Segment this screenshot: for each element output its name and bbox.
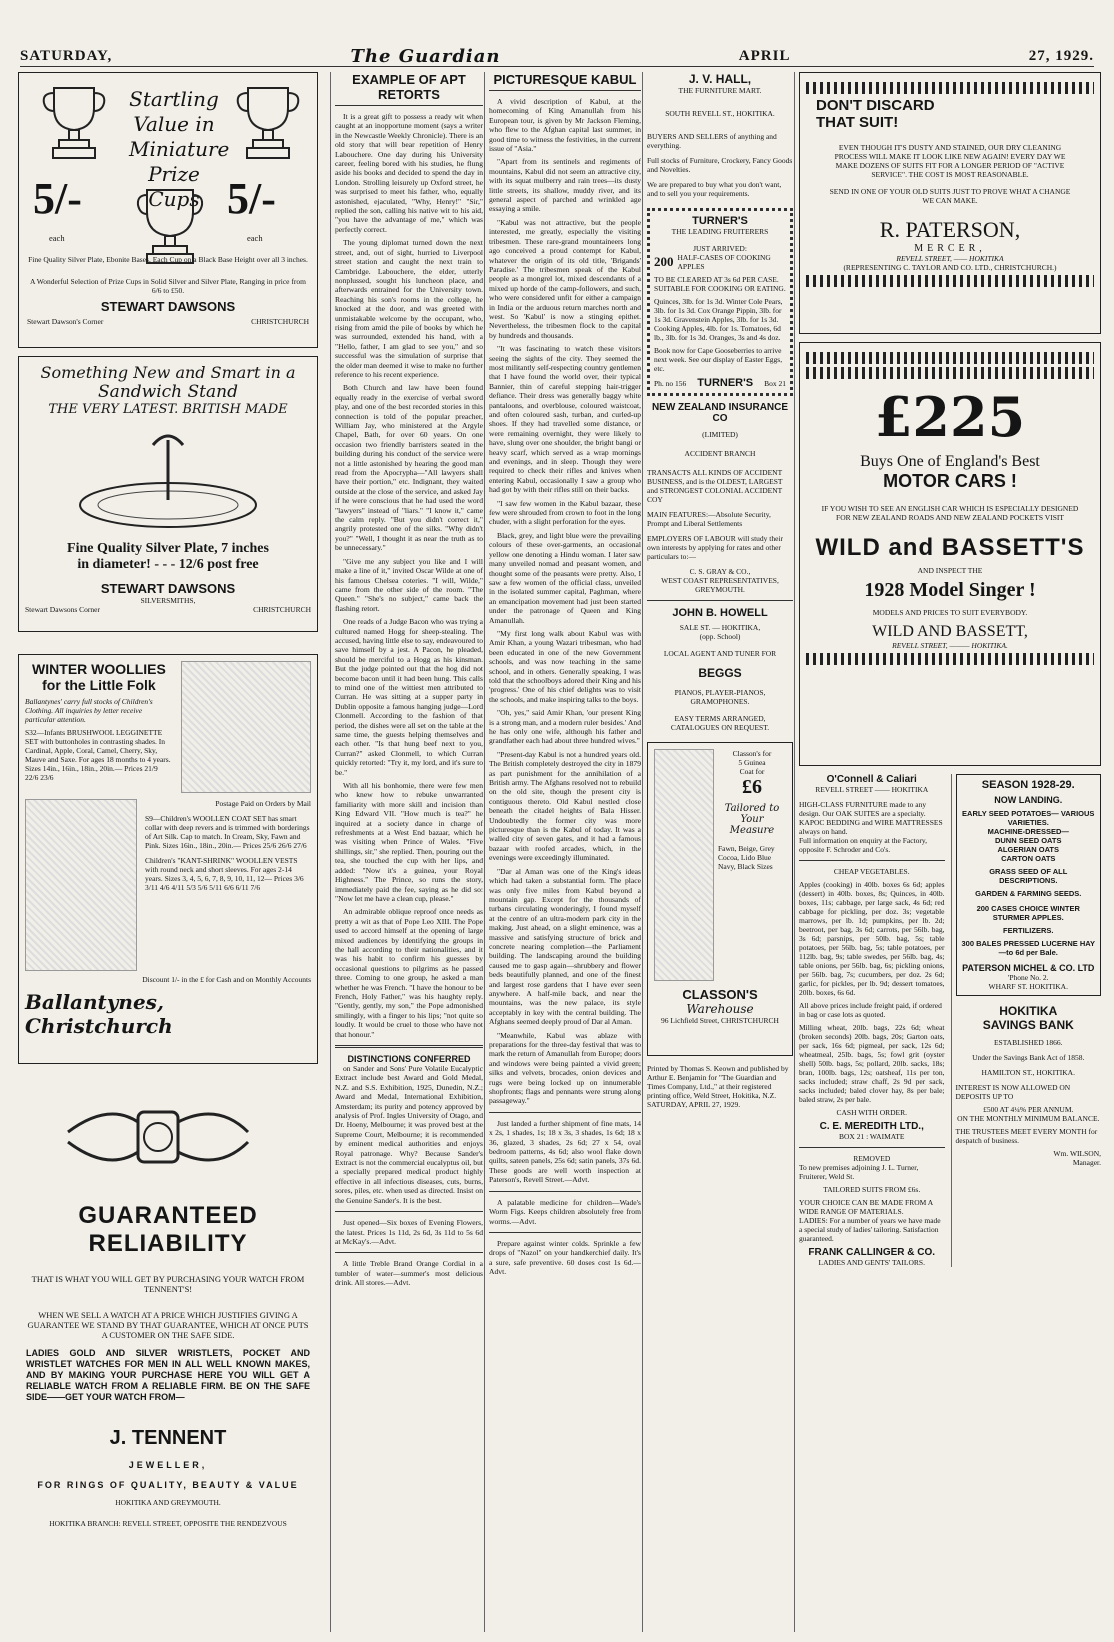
woollies-item-1: S32—Infants BRUSHWOOL LEGGINETTE SET with buttonholes in contrasting shades. In Cardinal, Apple, Coral, Camel, Cherry, Sky, Mauve and Saxe. For ages 18 months to 4 years. Sizes 14in., 16in., 18in., 20in.— Prices 21/9 22/6 23/6 bbox=[25, 728, 171, 782]
wild-p3: IF YOU WISH TO SEE AN ENGLISH CAR WHICH IS ESPECIALLY DESIGNED FOR NEW ZEALAND ROADS AND NEW ZEALAND POCKETS VISIT bbox=[821, 504, 1079, 522]
season-l3: DUNN SEED OATS bbox=[994, 836, 1062, 845]
oconnell-p3: Full information on enquiry at the Factory, opposite F. Schroder and Co's. bbox=[799, 836, 928, 854]
turners-p2: TO BE CLEARED AT 3s 6d PER CASE. SUITABLE FOR COOKING OR EATING. bbox=[654, 275, 786, 293]
insurance-town: GREYMOUTH. bbox=[695, 585, 745, 594]
classon-head-3: Coat for bbox=[739, 767, 765, 776]
classon-ad bbox=[647, 742, 793, 1056]
article-paragraph: "Meanwhile, Kabul was ablaze with preparations for the three-day festival that was to mark the return of Amanullah from Europe; doors and windows were being painted a vivid green; silks and velvets, brocades, onion devices and rugs were being locked up on innumerable shopfronts; flags and pennants were strung along passageway." bbox=[489, 1030, 641, 1106]
insurance-p2: MAIN FEATURES:—Absolute Security, Prompt and Liberal Settlements bbox=[647, 510, 771, 528]
article-paragraph: "My first long walk about Kabul was with Amir Khan, a young Wazari tribesman, who had been educated in one of the new Government schools, and was now teaching in the same school, and in others. Generally speaking, I was told that the schoolboys adored their King and his 'progress.' One of his chief delights was to visit the schools, and make inspiring talks to the boys. bbox=[489, 628, 641, 704]
article-paragraph: Both Church and law have been found equally ready in the exercise of verbal sword play, and one of the best recorded stories in this connection is told of the popular preacher, William Jay, who ministered at the Argyle Chapel, Bath, for over 60 years. On one occasion two friendly barristers seated in the building during his conduct of the service were not a little astonished by hearing the good man read from the Apocrypha—"All lawyers shall have their portion," etc. Indignant, they waited outside at the close of the service, and asked Jay if he were conscious that he had used the word "lawyers" instead of "liars." "I know it," came the calm reply. "But you didn't correct it," angrily protested one of the silks. "Why didn't you?" "Well, I thought it as near the truth as to be unnecessary." bbox=[335, 383, 483, 553]
masthead-title: The Guardian bbox=[350, 45, 501, 67]
paterson-p1: EVEN THOUGH IT'S DUSTY AND STAINED, OUR DRY CLEANING PROCESS WILL MAKE IT LOOK LIKE NEW AGAIN! EVERY DAY WE MAKE DOZENS OF SUITS FIT FOR A LONGER PERIOD OF "ACTIVE SERVICE". THE COST IS MOST REASONABLE. bbox=[834, 143, 1066, 179]
price-right: 5/- bbox=[227, 174, 276, 223]
tennent-p3: LADIES GOLD AND SILVER WRISTLETS, POCKET AND WRISTLET WATCHES FOR MEN IN ALL WELL KNOWN MAKES, AND BY MAKING YOUR PURCHASE HERE YOU WILL GET A RELIABLE WATCH FROM A RELIABLE FIRM. BE ON THE SAFE SIDE——GET YOUR WATCH FROM— bbox=[26, 1348, 310, 1402]
paterson-h2: THAT SUIT! bbox=[816, 114, 899, 131]
season-l4: ALGERIAN OATS bbox=[997, 845, 1060, 854]
sandwich-addr-right: CHRISTCHURCH bbox=[253, 605, 311, 614]
howell-addr: SALE ST. — HOKITIKA, bbox=[679, 623, 761, 632]
season-ad bbox=[956, 774, 1102, 996]
turners-items: Quinces, 3lb. for 1s 3d. Winter Cole Pears, 3lb. for 1s 3d. Cox Orange Pippin, 3lb. for 1s 3d. Gravenstein Apples, 3lb. for 1s 3d. Cooking Apples, 4lb. for 1s. Tomatoes, 6d lb., 3lb. for 1s 3d. Oranges, 3s and 4s doz. bbox=[654, 297, 783, 342]
hall-p1: BUYERS AND SELLERS of anything and everything. bbox=[647, 132, 777, 150]
howell-items: PIANOS, PLAYER-PIANOS, GRAMOPHONES. bbox=[674, 688, 766, 706]
season-l2: MACHINE-DRESSED— bbox=[987, 827, 1069, 836]
oconnell-p6: Milling wheat, 20lb. bags, 22s 6d; wheat (broken seconds) 20lb. bags, 20s; Garton oats, per sack, 16s 6d; pigmeal, per sack, 12s 6d; wheatmeal, 25lb. bags, 5s; fowl grit (oyster shell) 50lb. bags, 5s; pollard, 20lb. sacks, 18s; bran, 100lb. bags, 12s; oatsheaf, 11s per ton, sacks included; straw chaff, 2s 9d per sack, sacks included; baled clover hay, 8s per bale; baled straw, 2s per bale. bbox=[799, 1023, 945, 1104]
season-l1: EARLY SEED POTATOES— VARIOUS VARIETIES. bbox=[962, 809, 1095, 827]
classon-addr: 96 Lichfield Street, CHRISTCHURCH bbox=[661, 1016, 779, 1025]
howell-opp: (opp. School) bbox=[699, 632, 741, 641]
insurance-agent2: WEST COAST REPRESENTATIVES, bbox=[661, 576, 779, 585]
turners-p1b: HALF-CASES OF COOKING APPLES bbox=[677, 253, 771, 271]
season-phone: 'Phone No. 2. bbox=[1007, 973, 1049, 982]
classon-firm: CLASSON'S bbox=[682, 987, 758, 1002]
savings-bank-ad bbox=[956, 1004, 1102, 1167]
trophy-icon bbox=[39, 83, 109, 161]
woollies-head-1: WINTER WOOLLIES bbox=[32, 661, 166, 677]
price-left: 5/- bbox=[33, 174, 82, 223]
paterson-h1: DON'T DISCARD bbox=[816, 97, 935, 114]
howell-cat: CATALOGUES ON REQUEST. bbox=[670, 723, 770, 732]
turners-firm2: TURNER'S bbox=[697, 377, 754, 389]
tennent-p1: THAT IS WHAT YOU WILL GET BY PURCHASING YOUR WATCH FROM TENNENT'S! bbox=[31, 1274, 305, 1294]
turners-ad bbox=[647, 208, 793, 396]
wild-p1: Buys One of England's Best bbox=[860, 453, 1040, 470]
callinger-firm: FRANK CALLINGER & CO. bbox=[808, 1247, 936, 1258]
sandwich-line-5: in diameter! - - - 12/6 post free bbox=[77, 557, 259, 572]
article-paragraph: The young diplomat turned down the next street, and, out of sight, hurried to Liverpool street station and caught the next train to Cambridge. Labouchere, the elder, utterly nonplussed, sought his luncheon place, and afterwards entrained for the University town. Reaching his son's rooms in the college, he knocked at the door, and was greeted with unmistakable welcome by the occupant, who, rising from amid the pile of books by which he was surrounded, extended his hand, with a "Hello, father, I am glad to see you," and so successful was the simulation of surprise that the older man deemed it wise to make no further reference to his recent experience. bbox=[335, 238, 483, 379]
tennent-headline: GUARANTEED RELIABILITY bbox=[78, 1202, 258, 1257]
paterson-trade: MERCER, bbox=[914, 243, 986, 254]
season-l9: FERTILIZERS. bbox=[1003, 926, 1054, 935]
child-illustration bbox=[181, 661, 311, 793]
paterson-ad bbox=[799, 72, 1101, 334]
callinger-sub: LADIES AND GENTS' TAILORS. bbox=[818, 1258, 925, 1267]
advt-note: Prepare against winter colds. Sprinkle a few drops of "Nazol" on your handkerchief daily. It's a sure, safe preventive. 60 doses cost 1s 6d.—Advt. bbox=[489, 1238, 641, 1277]
woollies-firm: Ballantynes, Christchurch bbox=[25, 990, 173, 1038]
sandwich-line-2: Sandwich Stand bbox=[98, 382, 238, 402]
paterson-p2: SEND IN ONE OF YOUR OLD SUITS JUST TO PROVE WHAT A CHANGE WE CAN MAKE. bbox=[829, 187, 1071, 205]
each-left: each bbox=[49, 233, 65, 243]
howell-brand: BEGGS bbox=[698, 666, 742, 680]
award-head: DISTINCTIONS CONFERRED bbox=[347, 1054, 471, 1064]
wild-bassett-ad bbox=[799, 342, 1101, 766]
tennent-firm: J. TENNENT bbox=[109, 1427, 227, 1449]
woollies-intro: Ballantynes' carry full stocks of Children's Clothing. All inquiries by letter receive particular attention. bbox=[25, 697, 153, 724]
advt-note: Just opened—Six boxes of Evening Flowers, the latest. Prices 1s 11d, 2s 6d, 3s 11d to 5s 6d at McKay's.—Advt. bbox=[335, 1218, 483, 1246]
insurance-dept: ACCIDENT BRANCH bbox=[684, 449, 756, 458]
season-l8: 200 CASES CHOICE WINTER STURMER APPLES. bbox=[976, 904, 1080, 922]
bank-mgr: Manager. bbox=[1072, 1158, 1101, 1167]
wild-p4: AND INSPECT THE bbox=[917, 566, 983, 575]
car-price: £225 bbox=[874, 385, 1026, 449]
tennent-branch: HOKITIKA BRANCH: REVELL STREET, OPPOSITE THE RENDEZVOUS bbox=[49, 1519, 287, 1528]
wild-p2: MOTOR CARS ! bbox=[883, 471, 1017, 491]
advt-note: A little Treble Brand Orange Cordial in a tumbler of water—summer's most delicious drink. All stores.—Advt. bbox=[335, 1259, 483, 1288]
insurance-p3: EMPLOYERS OF LABOUR will study their own interests by applying for rates and other particulars to:— bbox=[647, 534, 784, 561]
howell-terms: EASY TERMS ARRANGED, bbox=[674, 714, 766, 723]
hall-firm: J. V. HALL, bbox=[688, 72, 752, 86]
prize-headline-3: Miniature bbox=[129, 137, 230, 161]
oconnell-p10: YOUR CHOICE CAN BE MADE FROM A WIDE RANGE OF MATERIALS. bbox=[799, 1198, 933, 1216]
sandwich-addr-left: Stewart Dawsons Corner bbox=[25, 605, 100, 614]
prize-headline-1: Startling bbox=[129, 87, 219, 111]
bank-act: Under the Savings Bank Act of 1858. bbox=[972, 1053, 1085, 1062]
hall-addr: SOUTH REVELL ST., HOKITIKA. bbox=[665, 109, 775, 118]
classon-price: £6 bbox=[742, 776, 762, 798]
prize-headline-4: Prize Cups bbox=[148, 162, 200, 211]
bank-p1: INTEREST IS NOW ALLOWED ON DEPOSITS UP TO bbox=[955, 1083, 1071, 1101]
sandwich-firm: STEWART DAWSONS bbox=[100, 581, 236, 596]
classon-head-2: 5 Guinea bbox=[738, 758, 766, 767]
wild-model: 1928 Model Singer ! bbox=[864, 579, 1036, 601]
prize-addr-right: CHRISTCHURCH bbox=[251, 317, 309, 326]
article-paragraph: "I saw few women in the Kabul bazaar, these few were shrouded from crown to foot in the long chuder, with a slight perforation for the eyes. bbox=[489, 498, 641, 527]
bank-addr: HAMILTON ST., HOKITIKA. bbox=[981, 1068, 1075, 1077]
season-l5: CARTON OATS bbox=[1001, 854, 1056, 863]
column-2 bbox=[330, 72, 483, 1632]
paterson-firm: R. PATERSON, bbox=[879, 217, 1021, 242]
prize-desc-2: A Wonderful Selection of Prize Cups in Solid Silver and Silver Plate, Ranging in price from 6/6 to £50. bbox=[30, 277, 306, 295]
advt-note: Just landed a further shipment of fine mats, 14 x 2s, 1 shades, 1s; 18 x 3s, 3 shades, 1s 6d; 18 x 36, glazed, 3 shades, 2s 6d; 27 x 54, oval bedroom patterns, 4s 6d; also wool flake down quilts, sateen panels, 25s 6d; satin panels, 37s 6d. These goods are well worth inspection at Paterson's, Revell Street.—Advt. bbox=[489, 1118, 641, 1185]
column-1 bbox=[18, 72, 318, 1632]
insurance-firm: NEW ZEALAND INSURANCE CO bbox=[651, 402, 789, 424]
article-paragraph: It is a great gift to possess a ready wit when caught at an inopportune moment (says a writer in the Newcastle Weekly Chronicle). There is an old story that will bear repetition of Henry Labouchere. One day during his University career, feeling bored with his studies, he flung aside his books and decided to spend the day in London. Strolling leisurely up Oxford street, he was surprised to meet his father, who, equally astonished, ejaculated, "Why, Henry!" "Sir," replied the son, calling his native wit to his aid, "you have the advantage of me," which was perfectly correct. bbox=[335, 112, 483, 234]
paterson-addr: REVELL STREET, —— HOKITIKA bbox=[896, 254, 1004, 263]
article-paragraph: "Kabul was not attractive, but the people interested, me greatly, especially the visiting tribesmen. These rare-grand mountaineers long ago conceived a proud contempt for Kabul, whatever the origin of its old title, 'Brigands' Paradise.' The tribesmen speak of the Kabul people as a mongrel lot, mixed descendants of a mixed up horde of the camp-followers, and such, who were considered unfit for either a campaign in India or the arduous return marches north and west. So 'Kabul' is now a stinging epithet. Nevertheless, the tribesmen flock to the capital by hundreds and thousands. bbox=[489, 217, 641, 340]
oconnell-addr: REVELL STREET —— HOKITIKA bbox=[815, 785, 929, 794]
wild-firm2: WILD AND BASSETT, bbox=[872, 623, 1028, 640]
woollies-item-2: S9—Children's WOOLLEN COAT SET has smart collar with deep revers and is trimmed with borderings of Art Silk. Cap to match. In Cream, Sky, Fawn and Pink. Sizes 16in., 18in., 20in.— Prices 25/6 26/6 27/6 bbox=[145, 814, 310, 850]
classon-fabric: Fawn, Beige, Grey Cocoa, Lido Blue Navy, Black Sizes bbox=[718, 844, 775, 871]
oconnell-p9: TAILORED SUITS FROM £6s. bbox=[823, 1185, 921, 1194]
season-head: SEASON 1928-29. bbox=[981, 779, 1075, 791]
insurance-p1: TRANSACTS ALL KINDS OF ACCIDENT BUSINESS, and is the OLDEST, LARGEST and STRONGEST COLONIAL ACCIDENT COY bbox=[647, 468, 783, 504]
oconnell-p11: LADIES: For a number of years we have made a special study of ladies' tailoring. Satisfaction guaranteed. bbox=[799, 1216, 941, 1243]
season-bank-ads bbox=[951, 774, 1102, 1267]
tennent-trade: JEWELLER, bbox=[128, 1460, 208, 1470]
article-paragraph: "It was fascinating to watch these visitors seeing the sights of the city. They seemed the most militantly self-respecting country gentlemen that I have found the world over, their typical Bannier, thin of careful stepping hair-trigger defiance. Their dress was generally baggy white pantaloons, and overblouse, coloured waistcoat, and often coloured sash, turban, and curled-up shoes. If they had travelled some distance, or were remaining overnight, they were likely to have, slung over one shoulder, the bright bangi or heavy scarf, which served as a wrap mornings and evenings, and in sleep. Though they were required to check their rifles and knives when entering Kabul, occasionally I saw a group who had got by with their rifles still on their backs. bbox=[489, 344, 641, 495]
bank-est: ESTABLISHED 1866. bbox=[993, 1038, 1063, 1047]
howell-ad bbox=[647, 607, 793, 732]
season-l6: GRASS SEED OF ALL DESCRIPTIONS. bbox=[989, 867, 1068, 885]
tennent-watch-ad bbox=[18, 1072, 318, 1632]
cheap-veg: CHEAP VEGETABLES. bbox=[833, 867, 910, 876]
sandwich-line-3: THE VERY LATEST. BRITISH MADE bbox=[48, 402, 288, 417]
turners-p3: Book now for Cape Gooseberries to arrive next week. See our display of Easter Eggs, etc. bbox=[654, 346, 783, 373]
turners-phone: Ph. no 156 bbox=[654, 378, 687, 388]
article-paragraph: "Present-day Kabul is not a hundred years old. The British completely destroyed the city in 1879 as part punishment for the annihilation of a British army. The Afghans resolved not to rebuild on the old site, though the present city is contiguous thereto. Old Kabul nestled close beneath the citadel heights of Bala Hisser. Undoubtedly the former city was more picturesque than is the Kabul of today. It was a walled city of seven gates, and it had a famous bazaar with roofed arcades, which, in the evenings were exceedingly illuminated. bbox=[489, 749, 641, 863]
woollies-item-3: Children's "KANT-SHRINK" WOOLLEN VESTS with round neck and short sleeves. For ages 2-14 years. Sizes 3, 4, 5, 6, 7, 8, 9, 10, 11, 12— Prices 3/6 3/11 4/6 4/11 5/3 5/6 5/11 6/6 6/11 7/6 bbox=[145, 856, 304, 892]
tennent-line: FOR RINGS OF QUALITY, BEAUTY & VALUE bbox=[37, 1480, 299, 1490]
trophy-icon bbox=[135, 185, 205, 265]
prize-cups-ad bbox=[18, 72, 318, 348]
award-text: on Sander and Sons' Pure Volatile Eucalyptic Extract include best Award and Gold Medal, N.Z. and S.S. Exhibition, 1925, Dunedin, N.Z.; Award and Medal, International Exhibition, Amsterdam; its purity and potency approved by analysis of Prof. Ingles University of Otago, and Dr. Hoeny, Melbourne; it was proved best at the Supreme Court, Melbourne; it is recommended by eminent medical authorities and enjoys Royal patronage. Why? Because Sander's Extract is not the commercial eucalyptus oil, but a specially prepared medical product highly effective in all infectious diseases, cuts, burns, sores, piles, etc. when used as directed. Insist on the Genuine Sander's. It is the best. bbox=[335, 1064, 483, 1205]
woollies-head-2: for the Little Folk bbox=[42, 677, 156, 693]
hall-sub: THE FURNITURE MART. bbox=[678, 86, 762, 95]
prize-headline-2: Value in bbox=[133, 112, 215, 136]
bank-p3: ON THE MONTHLY MINIMUM BALANCE. bbox=[957, 1114, 1100, 1123]
column-3 bbox=[484, 72, 641, 1632]
oconnell-p2: KAPOC BEDDING and WIRE MATTRESSES always on hand. bbox=[799, 818, 943, 836]
article-paragraph: "Dar al Aman was one of the King's ideas which had taken a substantial form. The place was only five miles from Kabul beyond a mountain gap. Except for the thousands of turbans circulating wonderingly, I found myself at the centre of an ultra-modern park city in the making. Just ahead, on a slight eminence, was a massive and satisfying structure of brick and concrete nearing completion—the Parliament building. The landscaping around the building caused me to gasp again—shrubbery and flower beds beautifully planned, and one of the finest and largest rose gardens that I have ever seen anywhere. A half-mile back, and near the mountains, was the new palace, its style acceptably in key with the central building. The Afghans seemed deeply proud of Dar al Aman. bbox=[489, 866, 641, 1027]
article-paragraph: "Give me any subject you like and I will make a line of it," invited Oscar Wilde at one of his famous Chelsea coteries. "I will, Wilde," came from the other side of the room. "The Queen." "She's no subject," came back the flashing retort. bbox=[335, 556, 483, 613]
sandwich-stand-icon bbox=[73, 425, 263, 535]
classon-tail: Tailored to Your Measure bbox=[724, 803, 780, 836]
prize-addr-left: Stewart Dawson's Corner bbox=[27, 317, 104, 326]
hall-p3: We are prepared to buy what you don't want, and to sell you your requirements. bbox=[647, 180, 782, 198]
bank-h1: HOKITIKA bbox=[999, 1004, 1058, 1018]
wristwatch-icon bbox=[58, 1072, 258, 1192]
column-4 bbox=[642, 72, 793, 1632]
masthead-date: 27, 1929. bbox=[1028, 47, 1094, 64]
season-landing: NOW LANDING. bbox=[994, 795, 1063, 805]
turners-num: 200 bbox=[654, 254, 674, 269]
each-right: each bbox=[247, 233, 263, 243]
oconnell-p1: HIGH-CLASS FURNITURE made to any design. Our OAK SUITES are a specialty. bbox=[799, 800, 927, 818]
oconnell-p7: CASH WITH ORDER. bbox=[836, 1108, 907, 1117]
bottom-right-ads bbox=[799, 774, 1101, 1267]
trophy-icon bbox=[233, 83, 303, 161]
oconnell-firm: O'Connell & Caliari bbox=[826, 774, 917, 785]
winter-woollies-ad bbox=[18, 654, 318, 1064]
classon-sub: Warehouse bbox=[686, 1002, 754, 1016]
tennent-p2: WHEN WE SELL A WATCH AT A PRICE WHICH JUSTIFIES GIVING A GUARANTEE WE STAND BY THAT GUARANTEE, WHICH AT ONCE PUTS A CUSTOMER ON THE SAFE SIDE. bbox=[27, 1310, 309, 1340]
hall-p2: Full stocks of Furniture, Crockery, Fancy Goods and Novelties. bbox=[647, 156, 793, 174]
hall-ad bbox=[647, 72, 793, 198]
oconnell-ad bbox=[799, 774, 945, 1267]
sandwich-line-1: Something New and Smart in a bbox=[40, 363, 296, 382]
apt-retorts-title: EXAMPLE OF APT RETORTS bbox=[335, 72, 483, 106]
article-paragraph: Black, grey, and light blue were the prevailing colours of these over-garments, an occasional yellow one denoting a Hindu woman. I later saw many unveiled nomad and peasant women, and thought some of the peasants were pretty. Also, I saw a few women of the official class, unveiled in the isolated summer capital, Paghman, where an emancipation movement had just been started under the patronage of Queen and King Amanullah. bbox=[489, 530, 641, 625]
turners-box: Box 21 bbox=[764, 378, 786, 388]
article-paragraph: "Oh, yes," said Amir Khan, 'our present King is a strong man, and a modern ruler besides.' And he has only one wife, although his father and grandfather each had about three hundred wives." bbox=[489, 708, 641, 746]
prize-desc-1: Fine Quality Silver Plate, Ebonite Bases. Each Cup on a Black Base Height over all 3 inches. bbox=[28, 255, 308, 264]
paterson-rep: (REPRESENTING C. TAYLOR AND CO. LTD., CHRISTCHURCH.) bbox=[843, 263, 1057, 272]
bank-p2: £500 AT 4¼% PER ANNUM. bbox=[983, 1105, 1074, 1114]
printer-imprint: Printed by Thomas S. Keown and published by Arthur E. Benjamin for "The Guardian and Times Company, Ltd.," at their registered printing office, Weld Street, Hokitika, N.Z. SATURDAY, APRIL 27, 1929. bbox=[647, 1064, 789, 1109]
turners-sub: THE LEADING FRUITERERS bbox=[671, 227, 769, 236]
season-l7: GARDEN & FARMING SEEDS. bbox=[975, 889, 1082, 898]
tennent-towns: HOKITIKA AND GREYMOUTH. bbox=[115, 1498, 221, 1507]
season-firm: PATERSON MICHEL & CO. LTD bbox=[962, 963, 1095, 973]
oconnell-p4: Apples (cooking) in 40lb. boxes 6s 6d; apples (dessert) in 40lb. boxes, 8s; Quinces, in 40lb. boxes, 11s; cabbage, per large sack, 4s 6d; red cabbage for pickling, per doz. 3s; vegetable marrows, per lb. 1d; pumpkins, per lb. 2d; beetroot, per bag, 3s 6d; carrots, per 56lb. bag, 3s 6d; parsnips, per 50lb. bag, 5s; table potatoes, per 56lb. bag, 5s; table potatoes, per 112lb. bag, 9s; table swedes, per 56lb. bag, 4s; table onions, per 56lb. bag, 6s; pickling onions, per 56lb. bag, 7s; cucumbers, per doz. 2s 6d; garlic, for pickles, per lb. 9d; dessert tomatoes, 20lb. boxes, 6s 6d. bbox=[799, 880, 945, 997]
bank-sig: Wm. WILSON, bbox=[1053, 1149, 1101, 1158]
insurance-agent: C. S. GRAY & CO., bbox=[689, 567, 751, 576]
article-paragraph: "Apart from its sentinels and regiments of mountains, Kabul did not seem an attractive city, with its squat mulberry and rain trees—its dusty little streets, its shallow, muddy river, and its general aspect of parched and wrinkled age essaying a smile. bbox=[489, 157, 641, 214]
woollies-discount: Discount 1/- in the £ for Cash and on Monthly Accounts bbox=[142, 975, 311, 984]
sandwich-sub: SILVERSMITHS, bbox=[140, 596, 196, 605]
insurance-ltd: (LIMITED) bbox=[702, 430, 738, 439]
masthead bbox=[20, 46, 1094, 67]
wild-addr: REVELL STREET, ——— HOKITIKA. bbox=[892, 641, 1008, 650]
bank-h2: SAVINGS BANK bbox=[982, 1018, 1074, 1032]
season-wharf: WHARF ST. HOKITIKA. bbox=[988, 982, 1068, 991]
prize-firm: STEWART DAWSONS bbox=[100, 299, 236, 314]
child-coat-illustration bbox=[25, 799, 137, 971]
oconnell-p5: All above prices include freight paid, if ordered in bag or case lots as quoted. bbox=[799, 1001, 942, 1019]
masthead-month: APRIL bbox=[738, 47, 791, 64]
lady-coat-illustration bbox=[654, 749, 714, 981]
removed-label: REMOVED bbox=[853, 1154, 891, 1163]
oconnell-p8: To new premises adjoining J. L. Turner, Fruiterer, Weld St. bbox=[799, 1163, 919, 1181]
sandwich-line-4: Fine Quality Silver Plate, 7 inches bbox=[67, 541, 269, 556]
woollies-postage: Postage Paid on Orders by Mail bbox=[215, 799, 311, 808]
howell-firm: JOHN B. HOWELL bbox=[672, 607, 768, 619]
sandwich-stand-ad bbox=[18, 356, 318, 632]
meredith-box: BOX 21 : WAIMATE bbox=[839, 1132, 905, 1141]
bank-p4: THE TRUSTEES MEET EVERY MONTH for despatch of business. bbox=[955, 1127, 1098, 1145]
meredith-firm: C. E. MEREDITH LTD., bbox=[819, 1121, 924, 1132]
turners-firm: TURNER'S bbox=[692, 215, 748, 227]
article-paragraph: One reads of a Judge Bacon who was trying a cultured named Hogg for sheep-stealing. The accused, having little else to say, endeavoured to save himself by a jest. A Pacon, he pleaded, should be merciful to a Hogg as his kinsman. But the judge pointed out that the hog did not become bacon until it had been hung. This calls to mind one of the wittiest men attributed to Curran. He was sitting at a supper party in Dublin opposite a famous hanging judge—Lord Clonmell. According to the fashion of that period, the dishes were all set on the table at the same time, the guests helping themselves and each other. "Is that hung beef next to you, Curran?" asked Clonmell, to which Curran quickly retorted: "Try it, my lord, and it's sure to be." bbox=[335, 617, 483, 777]
turners-p1: JUST ARRIVED: bbox=[693, 244, 747, 253]
article-paragraph: An admirable oblique reproof once needs as pretty a wit as that of Pope Leo XIII. The Pope used to accord himself at the opening of large mixed audiences by identifying the groups in the hall according to their nationalities, and it was his habit to confirm his guesses by occasional questions to pilgrims as he passed three. Coming to one group, he asked a man whether he was French. "I have the honour to be French, Holy Father," was his haughty reply. "Gently, gently, my son," the Pope admonished smilingly, with a finger to his lips; "not quite so loudly. It would be cruel to those who have not that honour." bbox=[335, 907, 483, 1039]
insurance-ad bbox=[647, 402, 793, 594]
wild-p5: MODELS AND PRICES TO SUIT EVERYBODY. bbox=[872, 608, 1028, 617]
kabul-title: PICTURESQUE KABUL bbox=[489, 72, 641, 91]
classon-head-1: Classon's for bbox=[732, 749, 772, 758]
article-paragraph: A vivid description of Kabul, at the homecoming of King Amanullah from his European tour, is given by Mr Jackson Fleming, who flew to the Afghan capital last summer, in good time to witness the festivities, in the current issue of "Asia." bbox=[489, 97, 641, 154]
advt-note: A palatable medicine for children—Wade's Worm Figs. Keeps children absolutely free from worms.—Advt. bbox=[489, 1197, 641, 1226]
howell-p1: LOCAL AGENT AND TUNER FOR bbox=[663, 649, 777, 658]
column-5 bbox=[794, 72, 1101, 1632]
wild-firm: WILD and BASSETT'S bbox=[815, 534, 1085, 561]
season-l10: 300 BALES PRESSED LUCERNE HAY—to 6d per Bale. bbox=[961, 939, 1095, 957]
article-paragraph: With all his bonhomie, there were few men who knew how to rebuke unwarranted familiarity with more skill and incision than King Edward VII. "How much is tea?" he inquired at a society dance in charge of refreshments at a West End bazaar, which he was visiting when Prince of Wales. "Five shillings, sir," she replied. Then, pouring out the tea, she touched the cup with her lips, and added: "Now it's a guinea, your Royal Highness." The Prince, so runs the story, immediately paid the fee, saying as he did so: "Now let me have a clean cup, please." bbox=[335, 781, 483, 903]
masthead-day: SATURDAY, bbox=[20, 47, 113, 64]
